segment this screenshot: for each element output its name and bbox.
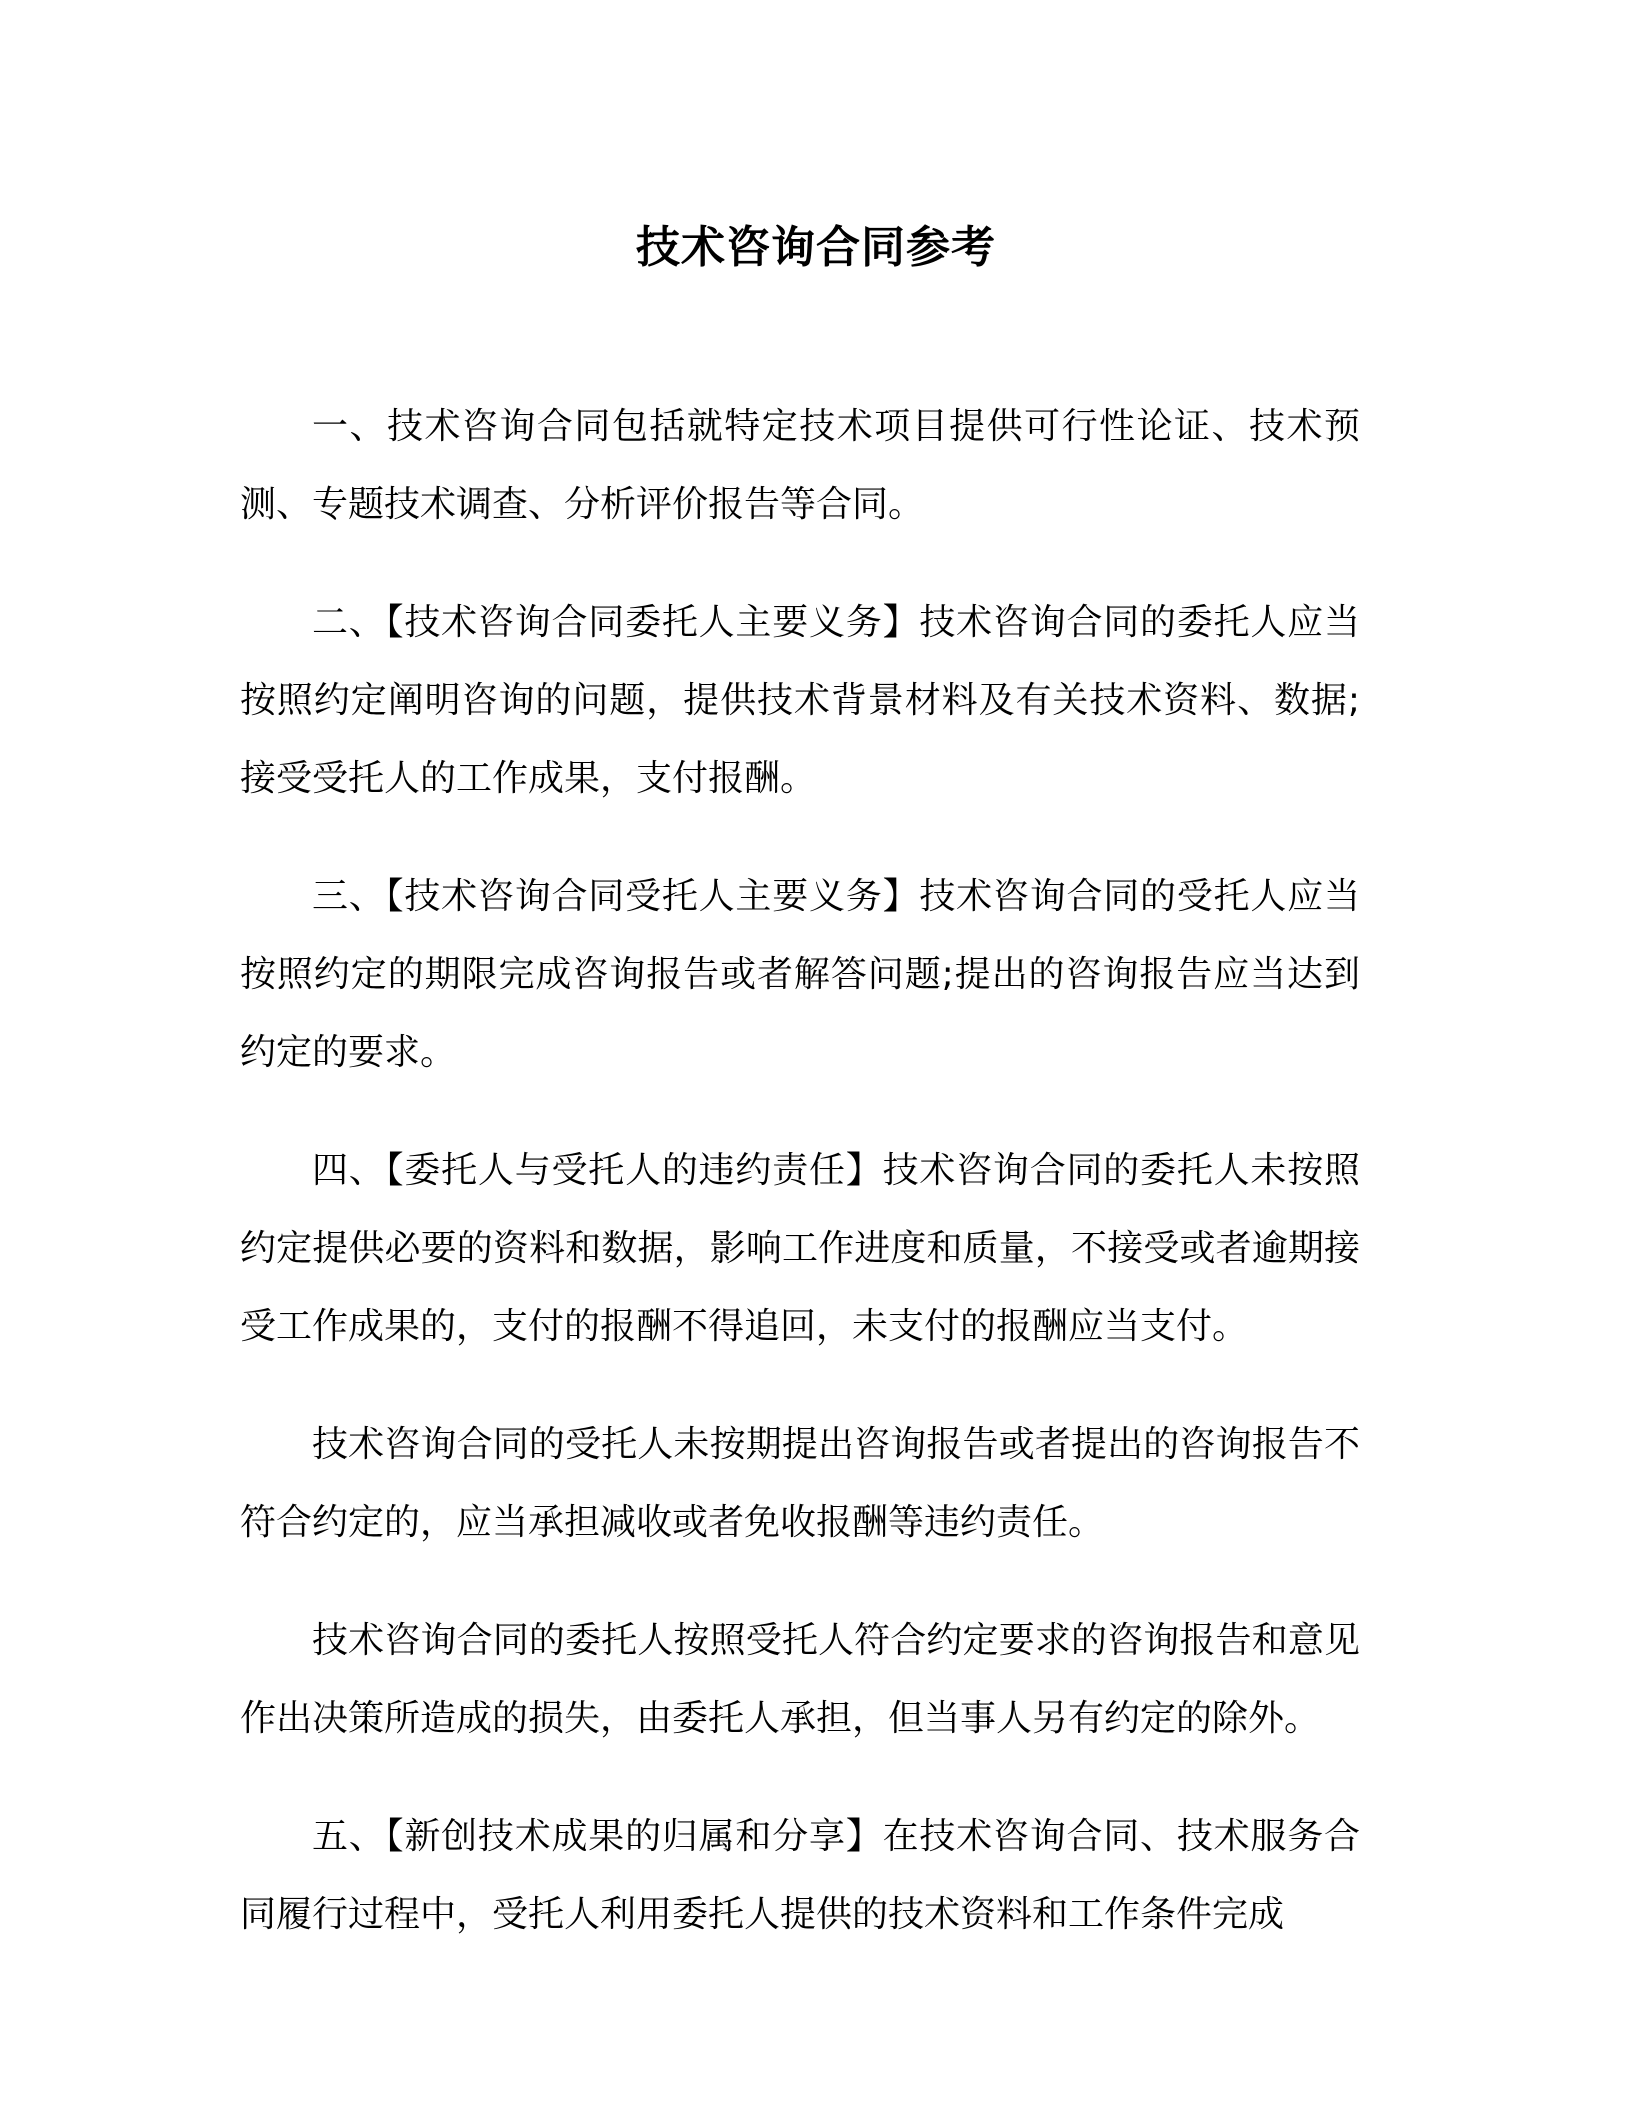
paragraph-6: 技术咨询合同的委托人按照受托人符合约定要求的咨询报告和意见作出决策所造成的损失，由委托人承担，但当事人另有约定的除外。	[240, 1620, 1360, 1739]
paragraph-5: 技术咨询合同的受托人未按期提出咨询报告或者提出的咨询报告不符合约定的，应当承担减收或者免收报酬等违约责任。	[240, 1424, 1360, 1543]
paragraph-4: 四、【委托人与受托人的违约责任】技术咨询合同的委托人未按照约定提供必要的资料和数据，影响工作进度和质量，不接受或者逾期接受工作成果的，支付的报酬不得追回，未支付的报酬应当支付。	[240, 1150, 1360, 1347]
document-title: 技术咨询合同参考	[636, 222, 996, 273]
paragraph-1: 一、技术咨询合同包括就特定技术项目提供可行性论证、技术预测、专题技术调查、分析评价报告等合同。	[240, 406, 1360, 525]
paragraph-3: 三、【技术咨询合同受托人主要义务】技术咨询合同的受托人应当按照约定的期限完成咨询报告或者解答问题;提出的咨询报告应当达到约定的要求。	[240, 876, 1360, 1073]
paragraph-2: 二、【技术咨询合同委托人主要义务】技术咨询合同的委托人应当按照约定阐明咨询的问题，提供技术背景材料及有关技术资料、数据;接受受托人的工作成果，支付报酬。	[240, 602, 1360, 799]
document-body	[240, 388, 1360, 1994]
paragraph-7: 五、【新创技术成果的归属和分享】在技术咨询合同、技术服务合同履行过程中，受托人利用委托人提供的技术资料和工作条件完成	[240, 1816, 1360, 1935]
